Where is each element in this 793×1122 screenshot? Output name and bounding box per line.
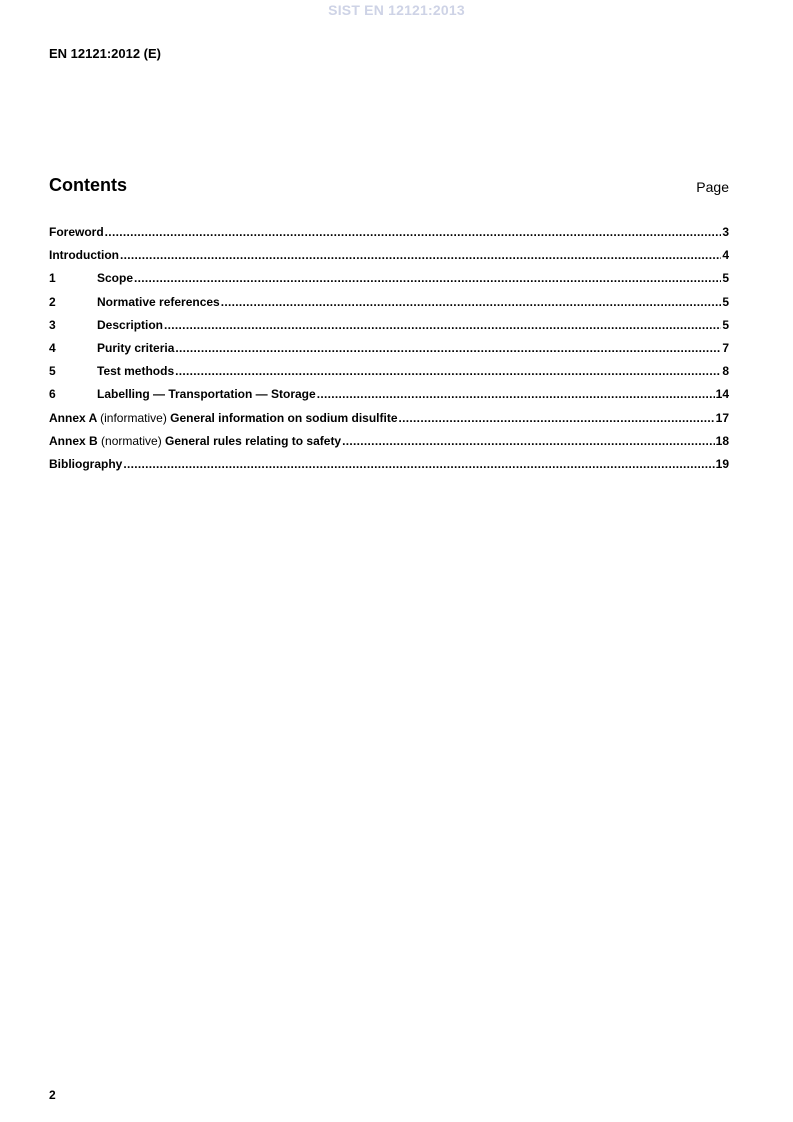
toc-entry-title: Scope [97,271,134,286]
toc-entry-page: 19 [715,456,729,471]
toc-entry-number: 2 [49,294,56,309]
toc-entry-annex-a[interactable] [49,410,729,433]
dot-leader [134,270,721,286]
dot-leader [221,294,722,310]
toc-entry-foreword[interactable] [49,224,729,247]
dot-leader [399,410,715,426]
toc-entry-normative-references[interactable] [49,294,729,317]
toc-entry-number: 3 [49,317,56,332]
toc-entry-page: 14 [715,387,729,402]
annex-label: Annex A [49,410,97,425]
toc-entry-page: 7 [722,340,729,355]
annex-kind: (informative) [100,410,171,425]
dot-leader [164,317,721,333]
toc-entry-page: 17 [715,410,729,425]
toc-entry-labelling[interactable] [49,386,729,409]
annex-kind: (normative) [101,433,166,448]
dot-leader [317,386,715,402]
toc-entry-title: Labelling — Transportation — Storage [97,387,316,402]
page-column-heading: Page [696,179,729,195]
toc-entry-scope[interactable] [49,270,729,293]
toc-entry-number: 6 [49,387,56,402]
toc-entry-annex-b[interactable] [49,433,729,456]
toc-entry-description[interactable] [49,317,729,340]
dot-leader [105,224,722,240]
watermark: SIST EN 12121:2013 [328,2,465,18]
annex-heading [49,433,341,449]
dot-leader [342,433,715,449]
toc-entry-title: Purity criteria [97,340,175,355]
annex-title: General rules relating to safety [165,433,342,448]
toc-entry-title: Introduction [49,248,119,263]
toc-entry-page: 5 [722,271,729,286]
toc-entry-number: 1 [49,271,56,286]
annex-heading [49,410,398,426]
annex-label: Annex B [49,433,98,448]
toc-entry-title: Description [97,317,164,332]
toc-entry-purity-criteria[interactable] [49,340,729,363]
toc-entry-page: 5 [722,294,729,309]
toc-entry-title: Foreword [49,225,104,239]
toc-entry-page: 4 [722,248,729,263]
toc-entry-page: 3 [722,225,729,239]
dot-leader [120,247,721,263]
toc-entry-title: Test methods [97,364,175,379]
toc-entry-title: Normative references [97,294,220,309]
dot-leader [175,363,721,379]
toc-entry-number: 5 [49,364,56,379]
document-id: EN 12121:2012 (E) [49,46,162,61]
toc-entry-bibliography[interactable] [49,456,729,479]
dot-leader [123,456,714,472]
toc-entry-test-methods[interactable] [49,363,729,386]
contents-heading: Contents [49,175,127,195]
annex-title: General information on sodium disulfite [170,410,398,425]
table-of-contents [49,224,729,479]
toc-entry-title: Bibliography [49,456,123,471]
toc-entry-page: 5 [722,317,729,332]
toc-entry-introduction[interactable] [49,247,729,270]
toc-entry-page: 8 [722,364,729,379]
toc-entry-page: 18 [715,433,729,448]
dot-leader [175,340,721,356]
page-number: 2 [49,1088,56,1102]
toc-entry-number: 4 [49,340,56,355]
